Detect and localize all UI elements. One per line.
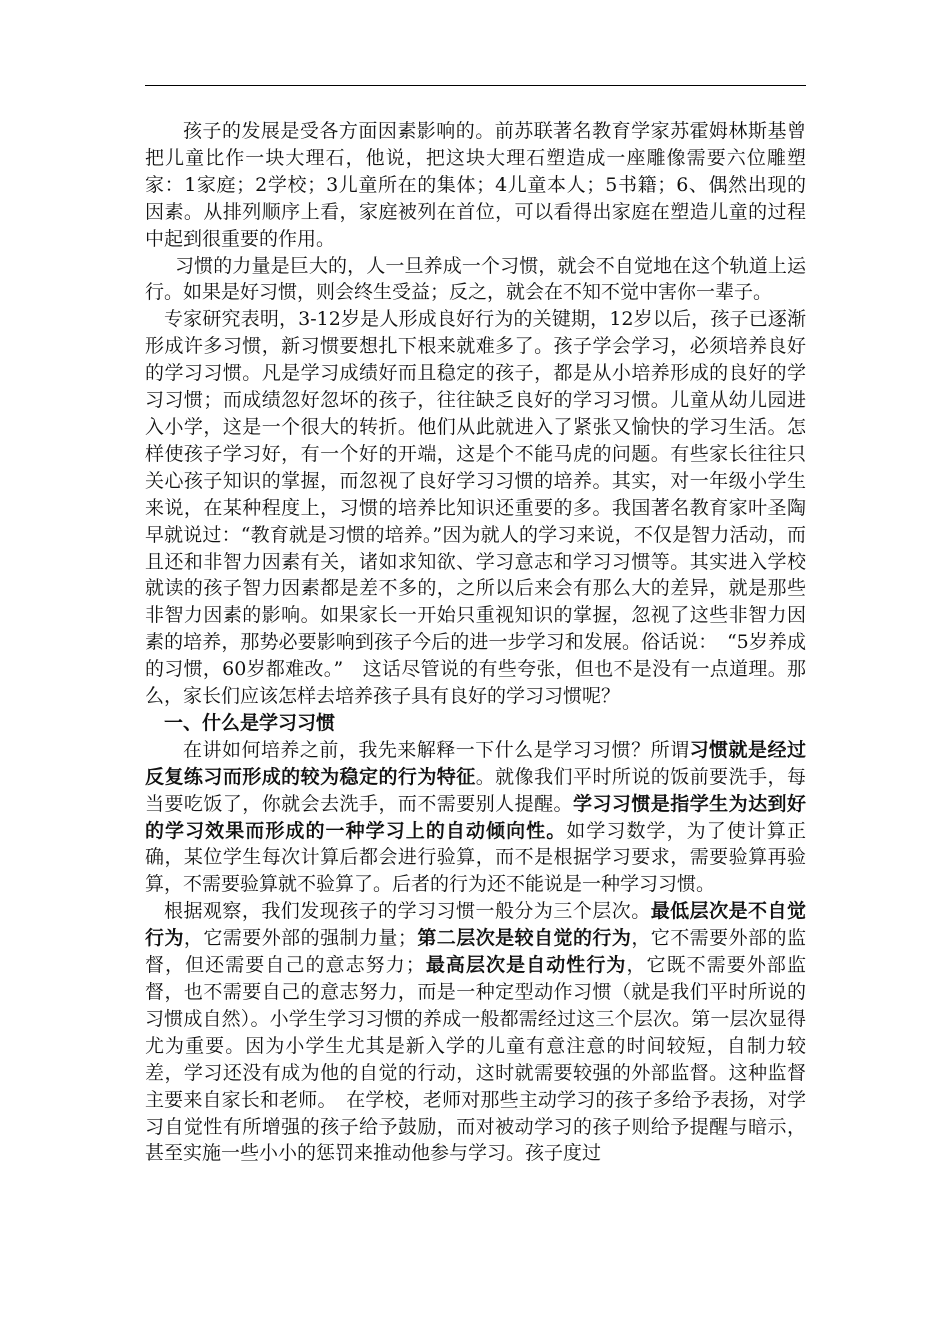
text-run: ，它既不需要外部监督，也不需要自己的意志努力，而是一种定型动作习惯（就是我们平时所说的习惯成自然）。小学生学习习惯的养成一般都需经过这三个层次。第一层次显得尤为重要。因为小学生尤其是新入学的儿童有意注意的时间较短，自制力较差，学习还没有成为他的自觉的行动，这时就需要较强的外部监督。这种监督主要来自家长和老师。 在学校，老师对那些主动学习的孩子多给予表扬，对学习自觉性有所增强的孩子给予鼓励，而对被动学习的孩子则给予提醒与暗示，甚至实施一些小小的惩罚来推动他参与学习。孩子度过: [145, 954, 806, 1165]
bold-run: 习惯就是经过反复练习而形成的较为稳定的行为特征: [145, 738, 806, 788]
bold-run: 最低层次是不自觉行为: [145, 900, 806, 950]
paragraph-habit-levels: [145, 898, 806, 1167]
paragraph-habit-definition: [145, 737, 806, 898]
paragraph-expert-research: 专家研究表明，3-12岁是人形成良好行为的关键期，12岁以后，孩子已逐渐形成许多习惯，新习惯要想扎下根来就难多了。孩子学会学习，必须培养良好的学习习惯。凡是学习成绩好而且稳定的孩子，都是从小培养形成的良好的学习习惯；而成绩忽好忽坏的孩子，往往缺乏良好的学习习惯。儿童从幼儿园进入小学，这是一个很大的转折。他们从此就进入了紧张又愉快的学习生活。怎样使孩子学习好，有一个好的开端，这是个不能马虎的问题。有些家长往往只关心孩子知识的掌握，而忽视了良好学习习惯的培养。其实，对一年级小学生来说，在某种程度上，习惯的培养比知识还重要的多。我国著名教育家叶圣陶早就说过：“教育就是习惯的培养。”因为就人的学习来说，不仅是智力活动，而且还和非智力因素有关，诸如求知欲、学习意志和学习习惯等。其实进入学校就读的孩子智力因素都是差不多的，之所以后来会有那么大的差异，就是那些非智力因素的影响。如果家长一开始只重视知识的掌握，忽视了这些非智力因素的培养，那势必要影响到孩子今后的进一步学习和发展。俗话说： “5岁养成的习惯，60岁都难改。” 这话尽管说的有些夸张，但也不是没有一点道理。那么，家长们应该怎样去培养孩子具有良好的学习习惯呢？: [145, 308, 806, 708]
text-run: 。就像我们平时所说的饭前要洗手，每当要吃饭了，你就会去洗手，而不需要别人提醒。: [145, 765, 806, 815]
text-run: ，它不需要外部的监督，但还需要自己的意志努力；: [145, 927, 806, 977]
section-heading-what-is-habit: 一、什么是学习习惯: [164, 711, 336, 734]
bold-run: 最高层次是自动性行为: [424, 954, 627, 977]
text-run: 在讲如何培养之前，我先来解释一下什么是学习习惯？所谓: [183, 738, 690, 761]
header-rule: [145, 85, 806, 86]
paragraph-power-of-habit: 习惯的力量是巨大的，人一旦养成一个习惯，就会不自觉地在这个轨道上运行。如果是好习惯，则会终生受益；反之，就会在不知不觉中害你一辈子。: [145, 254, 806, 304]
document-body: [145, 118, 806, 1167]
text-run: ，它需要外部的强制力量；: [183, 927, 417, 950]
bold-run: 学习习惯是指学生为达到好的学习效果而形成的一种学习上的自动倾向性。: [145, 792, 806, 842]
paragraph-family-influence: 孩子的发展是受各方面因素影响的。前苏联著名教育学家苏霍姆林斯基曾把儿童比作一块大理石，他说，把这块大理石塑造成一座雕像需要六位雕塑家：1家庭；2学校；3儿童所在的集体；4儿童本人；5书籍；6、偶然出现的因素。从排列顺序上看，家庭被列在首位，可以看得出家庭在塑造儿童的过程中起到很重要的作用。: [145, 120, 806, 250]
bold-run: 第二层次是较自觉的行为: [416, 927, 632, 950]
text-run: 根据观察，我们发现孩子的学习习惯一般分为三个层次。: [164, 900, 651, 923]
text-run: 如学习数学，为了使计算正确，某位学生每次计算后都会进行验算，而不是根据学习要求，需要验算再验算，不需要验算就不验算了。后者的行为还不能说是一种学习习惯。: [145, 819, 806, 896]
